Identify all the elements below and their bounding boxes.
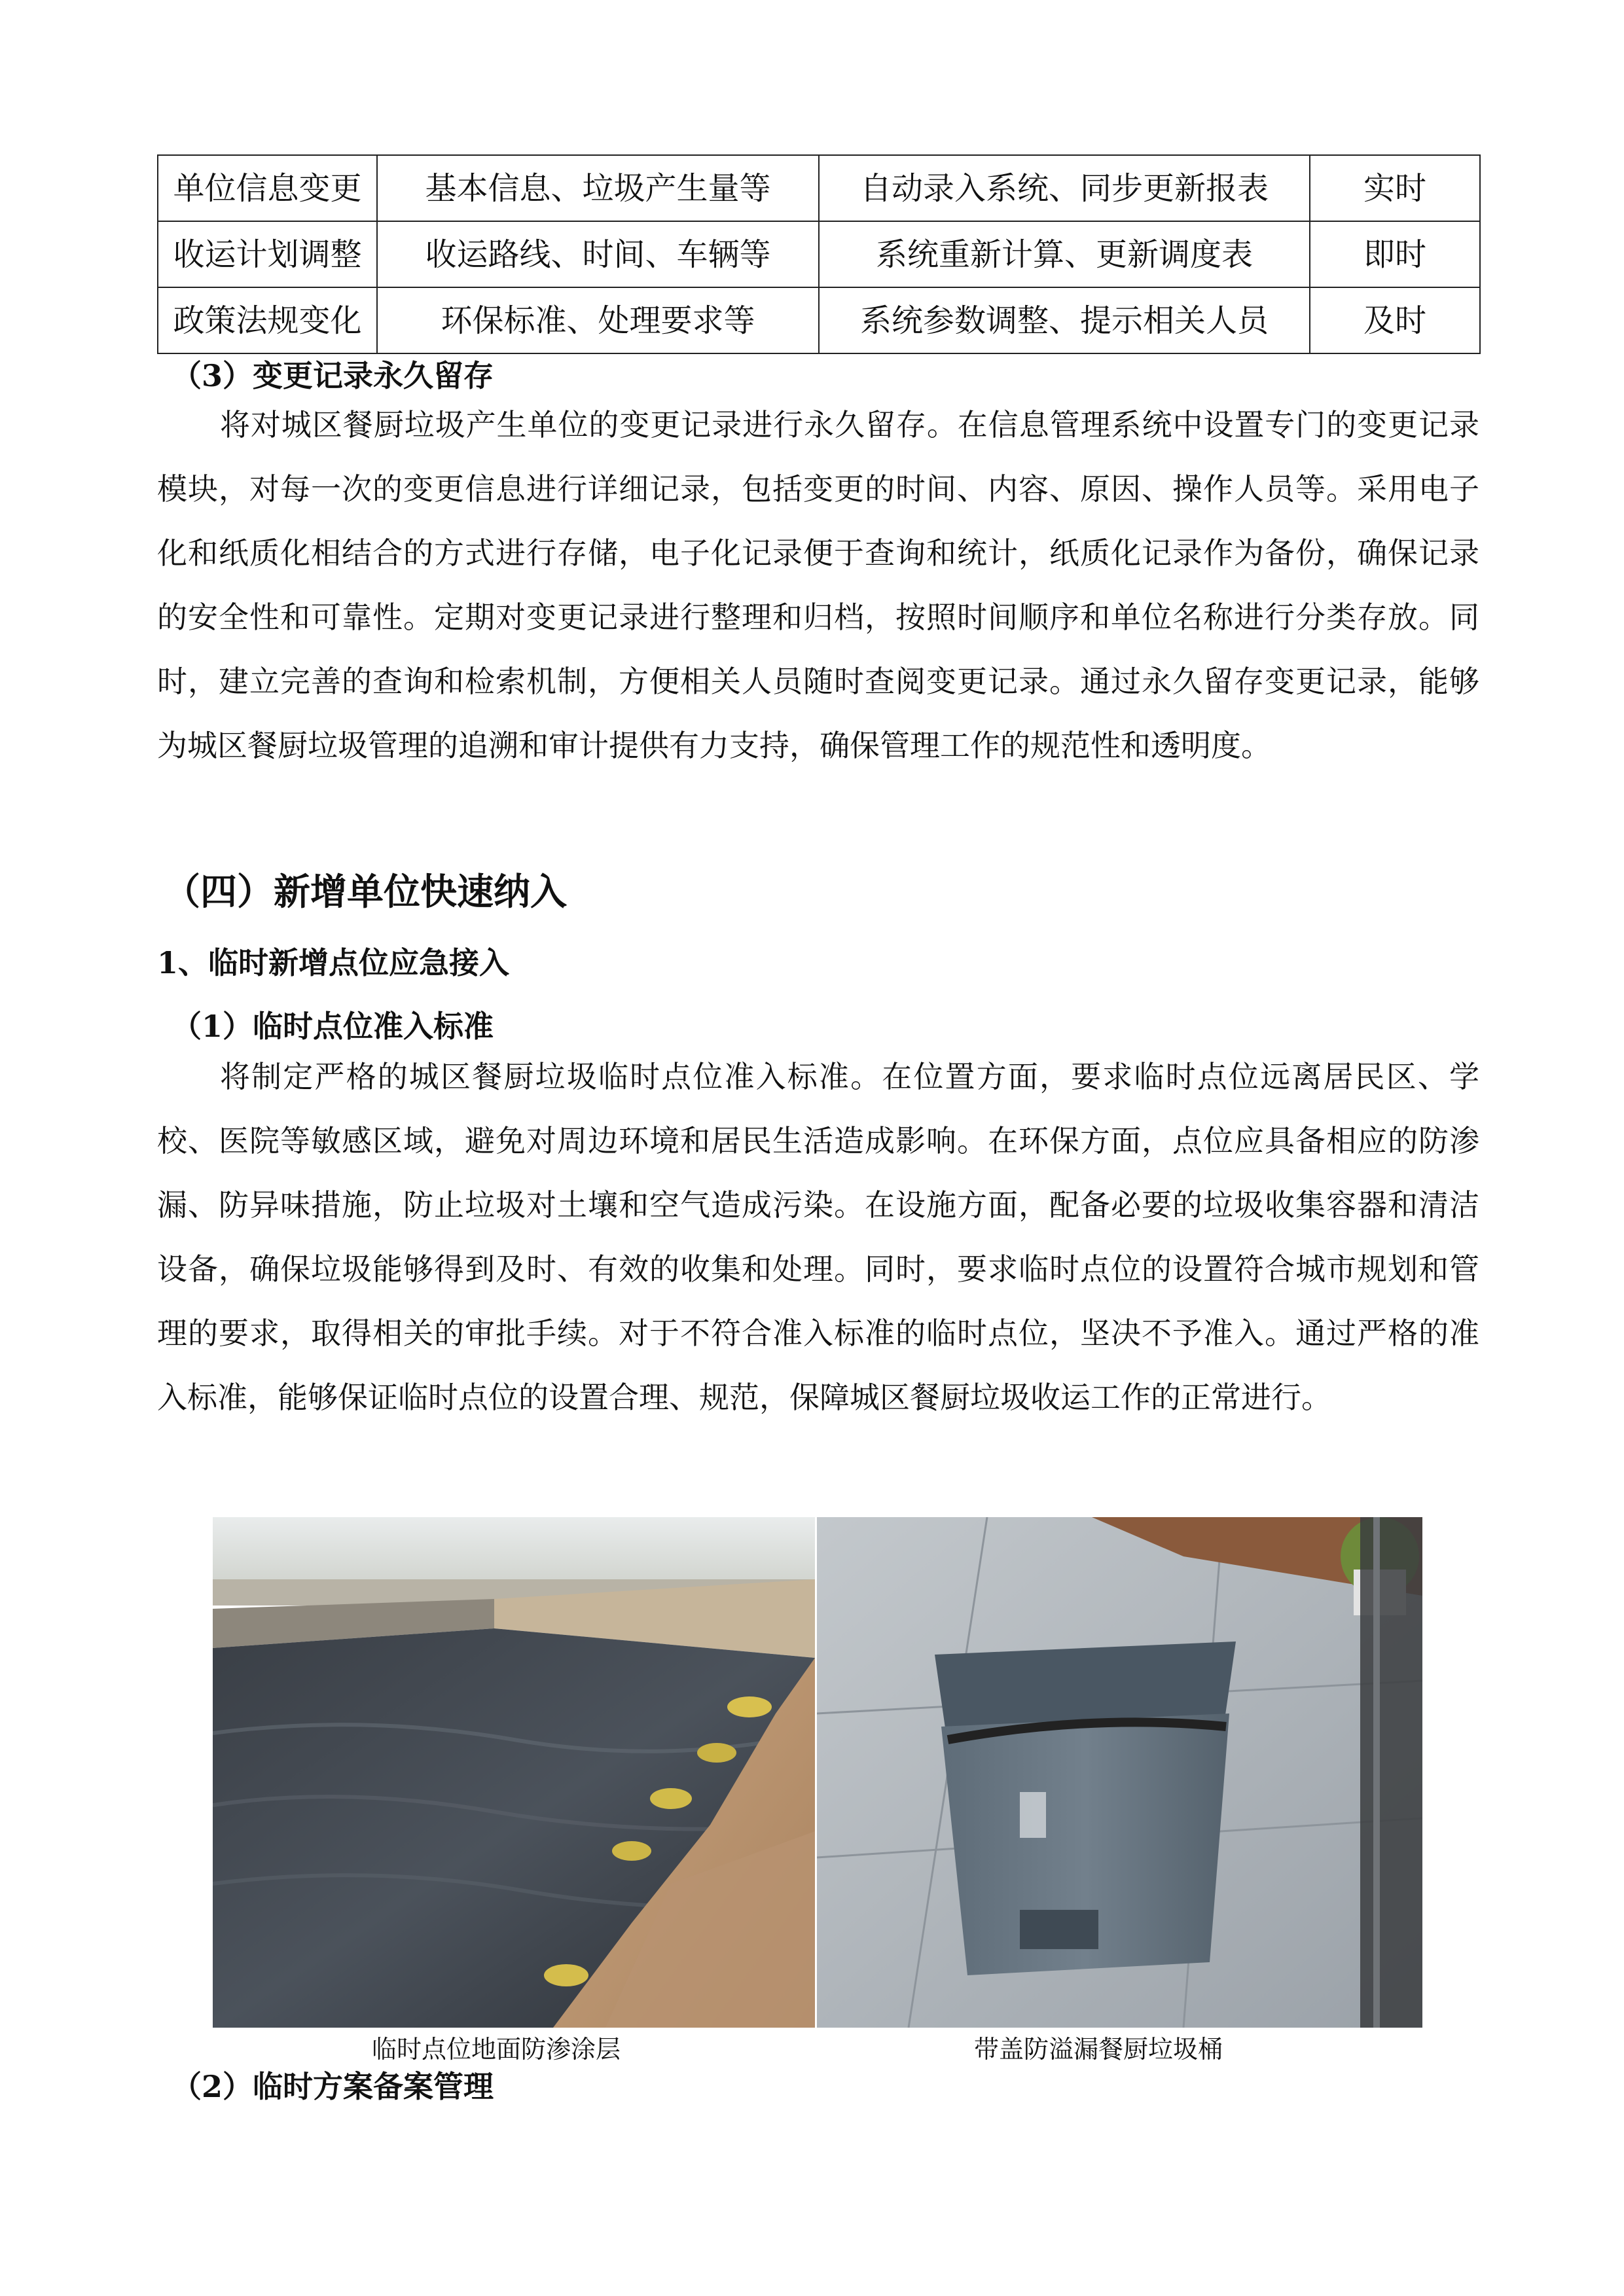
heading-admission-standard: （1）临时点位准入标准 <box>171 1009 494 1044</box>
paragraph-change-record: 将对城区餐厨垃圾产生单位的变更记录进行永久留存。在信息管理系统中设置专门的变更记录模块，对每一次的变更信息进行详细记录，包括变更的时间、内容、原因、操作人员等。采用电子化和纸质化相结合的方式进行存储，电子化记录便于查询和统计，纸质化记录作为备份，确保记录的安全性和可靠性。定期对变更记录进行整理和归档，按照时间顺序和单位名称进行分类存放。同时，建立完善的查询和检索机制，方便相关人员随时查阅变更记录。通过永久留存变更记录，能够为城区餐厨垃圾管理的追溯和审计提供有力支持，确保管理工作的规范性和透明度。 <box>157 407 1479 763</box>
table-cell: 收运路线、时间、车辆等 <box>377 221 819 287</box>
paragraph-admission-standard: 将制定严格的城区餐厨垃圾临时点位准入标准。在位置方面，要求临时点位远离居民区、学校、医院等敏感区域，避免对周边环境和居民生活造成影响。在环保方面，点位应具备相应的防渗漏、防异味措施，防止垃圾对土壤和空气造成污染。在设施方面，配备必要的垃圾收集容器和清洁设备，确保垃圾能够得到及时、有效的收集和处理。同时，要求临时点位的设置符合城市规划和管理的要求，取得相关的审批手续。对于不符合准入标准的临时点位，坚决不予准入。通过严格的准入标准，能够保证临时点位的设置合理、规范，保障城区餐厨垃圾收运工作的正常进行。 <box>157 1059 1479 1415</box>
photo-anti-seepage-coating <box>213 1517 815 2028</box>
table-cell: 单位信息变更 <box>158 155 377 221</box>
heading-section-four: （四）新增单位快速纳入 <box>164 870 567 914</box>
table-row <box>158 221 1480 287</box>
table-cell: 基本信息、垃圾产生量等 <box>377 155 819 221</box>
table-cell: 即时 <box>1310 221 1480 287</box>
table-cell: 环保标准、处理要求等 <box>377 287 819 353</box>
photo-covered-bin <box>817 1517 1422 2028</box>
table-cell: 收运计划调整 <box>158 221 377 287</box>
caption-right-photo: 带盖防溢漏餐厨垃圾桶 <box>974 2035 1223 2064</box>
table-cell: 及时 <box>1310 287 1480 353</box>
heading-filing-management: （2）临时方案备案管理 <box>171 2069 494 2104</box>
table-cell: 政策法规变化 <box>158 287 377 353</box>
anti-seepage-photo-illustration <box>213 1517 815 2028</box>
table-cell: 系统重新计算、更新调度表 <box>819 221 1310 287</box>
change-table <box>157 154 1481 354</box>
table-row <box>158 155 1480 221</box>
heading-temp-point: 1、临时新增点位应急接入 <box>157 945 510 980</box>
heading-change-record: （3）变更记录永久留存 <box>171 358 494 393</box>
covered-bin-photo-illustration <box>817 1517 1422 2028</box>
caption-left-photo: 临时点位地面防渗涂层 <box>372 2035 621 2064</box>
table-cell: 系统参数调整、提示相关人员 <box>819 287 1310 353</box>
table-cell: 自动录入系统、同步更新报表 <box>819 155 1310 221</box>
table-row <box>158 287 1480 353</box>
table-cell: 实时 <box>1310 155 1480 221</box>
